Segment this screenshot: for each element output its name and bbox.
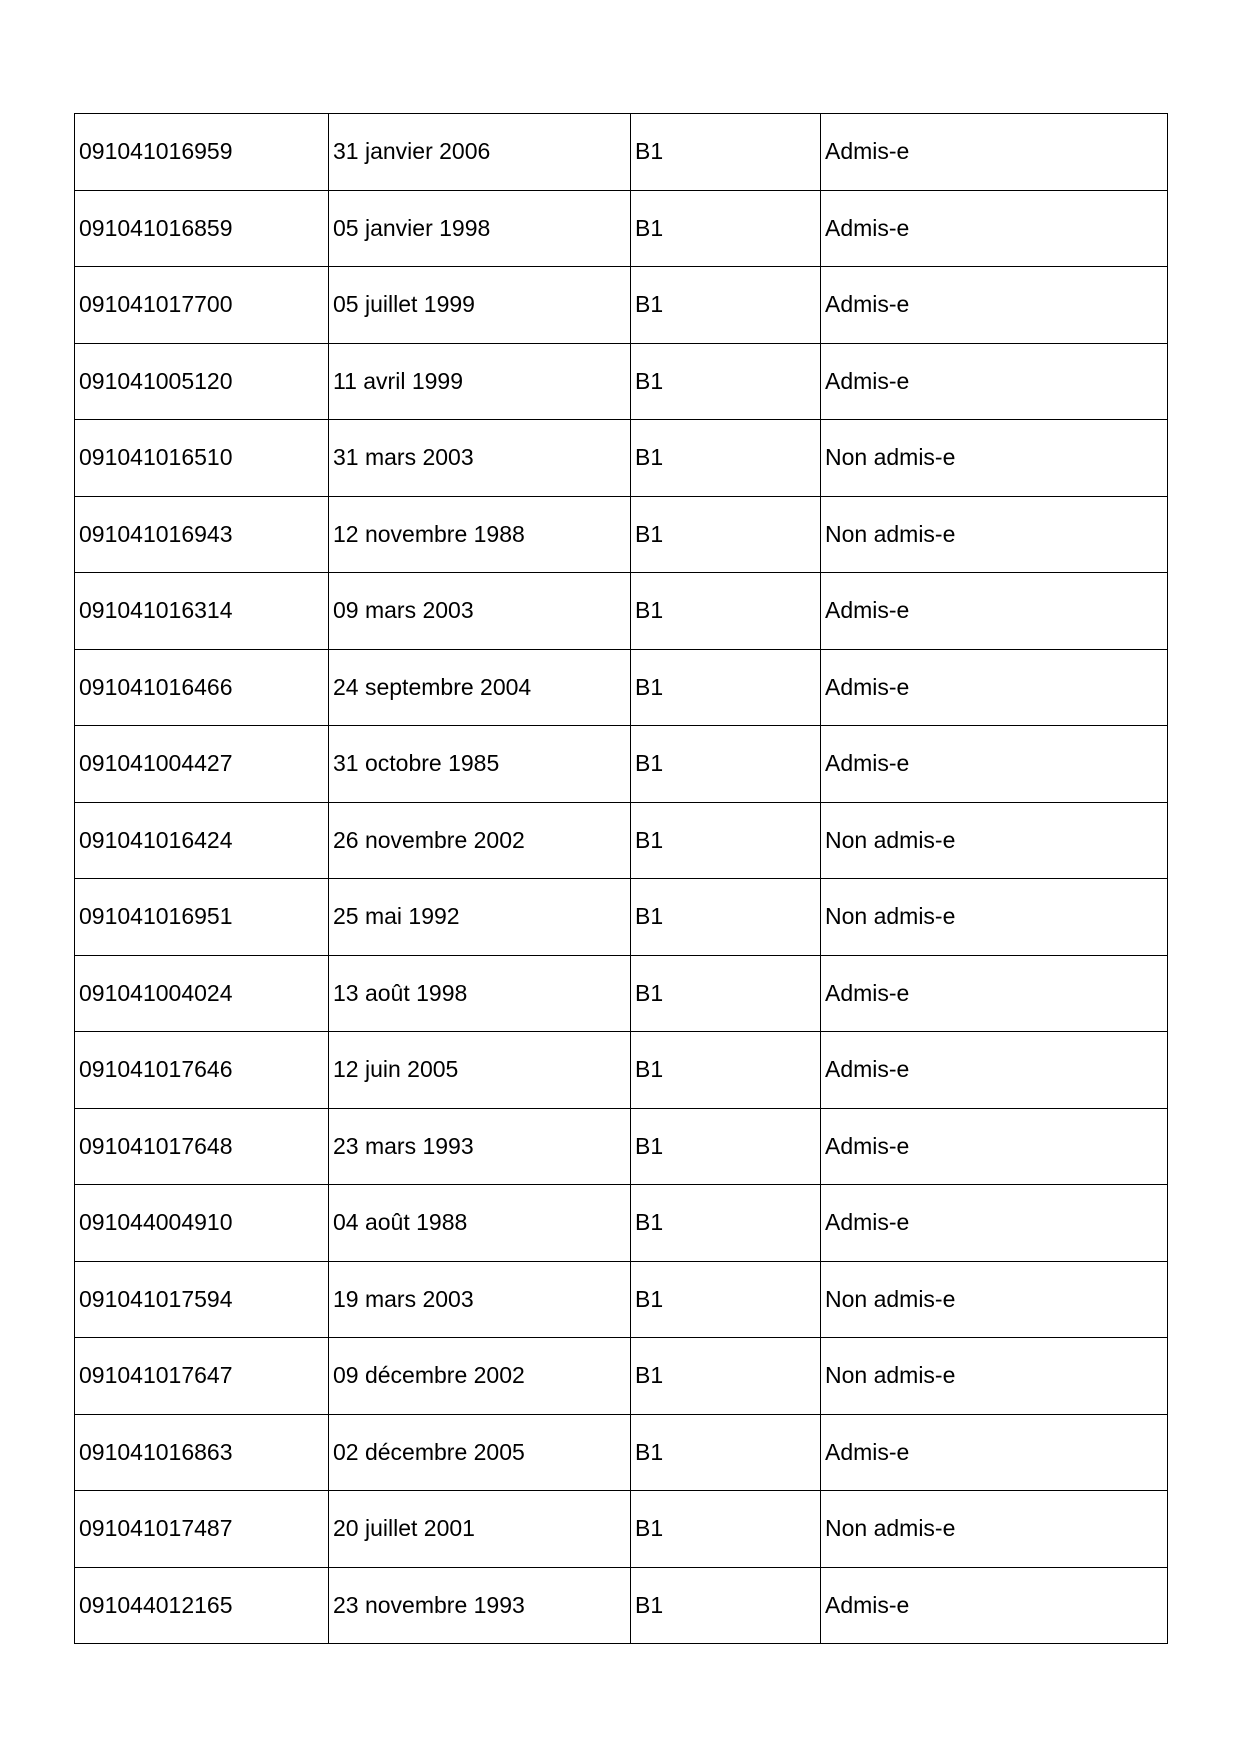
birth-date-cell: 02 décembre 2005: [329, 1414, 631, 1491]
result-cell: Admis-e: [821, 1414, 1168, 1491]
table-row: [75, 1567, 1168, 1644]
birth-date-cell: 24 septembre 2004: [329, 649, 631, 726]
candidate-number-cell: 091041016510: [75, 420, 329, 497]
level-cell: B1: [631, 114, 821, 191]
table-row: [75, 802, 1168, 879]
result-cell: Admis-e: [821, 190, 1168, 267]
candidate-number-cell: 091041016943: [75, 496, 329, 573]
table-row: [75, 879, 1168, 956]
birth-date-cell: 05 janvier 1998: [329, 190, 631, 267]
level-cell: B1: [631, 343, 821, 420]
result-cell: Admis-e: [821, 1567, 1168, 1644]
result-cell: Non admis-e: [821, 496, 1168, 573]
table-row: [75, 1338, 1168, 1415]
table-row: [75, 190, 1168, 267]
birth-date-cell: 25 mai 1992: [329, 879, 631, 956]
level-cell: B1: [631, 802, 821, 879]
table-row: [75, 726, 1168, 803]
level-cell: B1: [631, 1108, 821, 1185]
birth-date-cell: 31 janvier 2006: [329, 114, 631, 191]
birth-date-cell: 12 juin 2005: [329, 1032, 631, 1109]
birth-date-cell: 23 mars 1993: [329, 1108, 631, 1185]
level-cell: B1: [631, 1414, 821, 1491]
birth-date-cell: 04 août 1988: [329, 1185, 631, 1262]
level-cell: B1: [631, 190, 821, 267]
result-cell: Admis-e: [821, 1185, 1168, 1262]
candidate-number-cell: 091041004427: [75, 726, 329, 803]
birth-date-cell: 31 mars 2003: [329, 420, 631, 497]
candidate-number-cell: 091041005120: [75, 343, 329, 420]
candidate-number-cell: 091041016314: [75, 573, 329, 650]
candidate-number-cell: 091041016863: [75, 1414, 329, 1491]
level-cell: B1: [631, 955, 821, 1032]
table-row: [75, 496, 1168, 573]
results-table-body: [75, 114, 1168, 1644]
result-cell: Admis-e: [821, 1108, 1168, 1185]
birth-date-cell: 09 mars 2003: [329, 573, 631, 650]
table-row: [75, 649, 1168, 726]
candidate-number-cell: 091041017647: [75, 1338, 329, 1415]
result-cell: Non admis-e: [821, 420, 1168, 497]
result-cell: Non admis-e: [821, 1338, 1168, 1415]
candidate-number-cell: 091041016859: [75, 190, 329, 267]
result-cell: Admis-e: [821, 343, 1168, 420]
birth-date-cell: 20 juillet 2001: [329, 1491, 631, 1568]
candidate-number-cell: 091044004910: [75, 1185, 329, 1262]
birth-date-cell: 19 mars 2003: [329, 1261, 631, 1338]
birth-date-cell: 23 novembre 1993: [329, 1567, 631, 1644]
table-row: [75, 1261, 1168, 1338]
level-cell: B1: [631, 649, 821, 726]
result-cell: Non admis-e: [821, 1491, 1168, 1568]
table-row: [75, 1108, 1168, 1185]
level-cell: B1: [631, 573, 821, 650]
level-cell: B1: [631, 267, 821, 344]
birth-date-cell: 31 octobre 1985: [329, 726, 631, 803]
level-cell: B1: [631, 726, 821, 803]
birth-date-cell: 05 juillet 1999: [329, 267, 631, 344]
candidate-number-cell: 091041016959: [75, 114, 329, 191]
level-cell: B1: [631, 1338, 821, 1415]
result-cell: Non admis-e: [821, 879, 1168, 956]
level-cell: B1: [631, 1567, 821, 1644]
birth-date-cell: 12 novembre 1988: [329, 496, 631, 573]
table-row: [75, 267, 1168, 344]
birth-date-cell: 13 août 1998: [329, 955, 631, 1032]
candidate-number-cell: 091041017648: [75, 1108, 329, 1185]
candidate-number-cell: 091041017487: [75, 1491, 329, 1568]
table-row: [75, 1185, 1168, 1262]
candidate-number-cell: 091041004024: [75, 955, 329, 1032]
level-cell: B1: [631, 1491, 821, 1568]
result-cell: Non admis-e: [821, 1261, 1168, 1338]
result-cell: Admis-e: [821, 955, 1168, 1032]
results-table: [74, 113, 1168, 1644]
birth-date-cell: 11 avril 1999: [329, 343, 631, 420]
result-cell: Non admis-e: [821, 802, 1168, 879]
table-row: [75, 573, 1168, 650]
table-row: [75, 1032, 1168, 1109]
table-row: [75, 114, 1168, 191]
level-cell: B1: [631, 496, 821, 573]
birth-date-cell: 09 décembre 2002: [329, 1338, 631, 1415]
candidate-number-cell: 091041017700: [75, 267, 329, 344]
result-cell: Admis-e: [821, 1032, 1168, 1109]
level-cell: B1: [631, 879, 821, 956]
level-cell: B1: [631, 1185, 821, 1262]
table-row: [75, 955, 1168, 1032]
result-cell: Admis-e: [821, 267, 1168, 344]
table-row: [75, 343, 1168, 420]
table-row: [75, 420, 1168, 497]
result-cell: Admis-e: [821, 649, 1168, 726]
level-cell: B1: [631, 420, 821, 497]
birth-date-cell: 26 novembre 2002: [329, 802, 631, 879]
table-row: [75, 1414, 1168, 1491]
result-cell: Admis-e: [821, 114, 1168, 191]
result-cell: Admis-e: [821, 573, 1168, 650]
result-cell: Admis-e: [821, 726, 1168, 803]
table-row: [75, 1491, 1168, 1568]
candidate-number-cell: 091041016951: [75, 879, 329, 956]
candidate-number-cell: 091041016466: [75, 649, 329, 726]
candidate-number-cell: 091044012165: [75, 1567, 329, 1644]
candidate-number-cell: 091041016424: [75, 802, 329, 879]
candidate-number-cell: 091041017594: [75, 1261, 329, 1338]
level-cell: B1: [631, 1261, 821, 1338]
level-cell: B1: [631, 1032, 821, 1109]
candidate-number-cell: 091041017646: [75, 1032, 329, 1109]
